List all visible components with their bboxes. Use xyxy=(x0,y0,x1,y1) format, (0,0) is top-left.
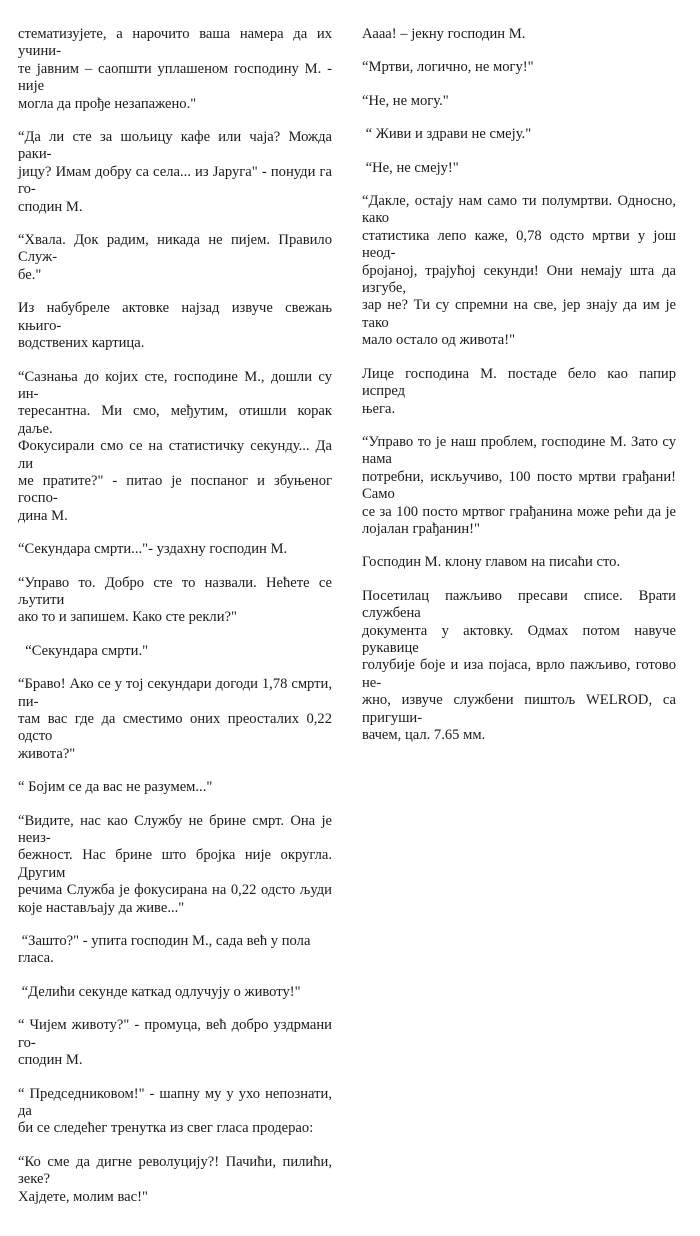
text-line: живота?" xyxy=(18,745,76,762)
text-line: могла да прође незапажено." xyxy=(18,95,197,112)
text-line: Лице господина М. постаде бело као папир испред xyxy=(362,365,676,400)
text-line: дина М. xyxy=(18,507,68,524)
paragraph xyxy=(18,1086,332,1138)
paragraph xyxy=(362,126,676,143)
text-line: “Секундара смрти..."- уздахну господин М. xyxy=(18,541,288,558)
text-line: “ Бојим се да вас не разумем..." xyxy=(18,779,213,796)
text-line: зар не? Ти су спремни на све, јер знају да им је тако xyxy=(362,297,676,331)
text-line: Посетилац пажљиво пресави списе. Врати службена xyxy=(362,587,676,622)
text-line: бројаној, трајућој секунди! Они немају шта да изгубе, xyxy=(362,262,676,297)
text-line: “Дакле, остају нам само ти полумртви. Односно, како xyxy=(362,193,676,227)
text-line: Аааа! – јекну господин М. xyxy=(362,26,526,42)
paragraph xyxy=(18,1154,332,1206)
paragraph xyxy=(18,232,332,284)
text-line: тересантна. Ми смо, међутим, отишли корак даље. xyxy=(18,403,332,437)
text-line: водствених картица. xyxy=(18,335,145,352)
paragraph xyxy=(362,26,676,43)
text-line: “ Чијем животу?" - промуца, већ добро уздрмани го- xyxy=(18,1017,332,1051)
paragraph xyxy=(362,554,676,571)
paragraph xyxy=(18,643,332,660)
text-line: бе." xyxy=(18,266,42,283)
text-line: потребни, искључиво, 100 посто мртви грађани! Само xyxy=(362,468,676,503)
paragraph xyxy=(18,676,332,763)
paragraph xyxy=(362,366,676,418)
text-line: “ Председниковом!" - шапну му у ухо непознати, да xyxy=(18,1085,332,1119)
paragraph xyxy=(18,1017,332,1069)
paragraph xyxy=(18,129,332,216)
paragraph xyxy=(18,541,332,558)
text-line: њега. xyxy=(362,400,396,417)
text-line: Из набубреле актовке најзад извуче свежањ књиго- xyxy=(18,300,332,334)
text-line: “ Живи и здрави не смеју." xyxy=(362,126,532,143)
paragraph xyxy=(362,588,676,745)
text-line: “Не, не смеју!" xyxy=(362,159,459,176)
paragraph xyxy=(18,300,332,352)
text-line: “Видите, нас као Службу не брине смрт. Она је неиз- xyxy=(18,812,332,847)
text-line: “Хвала. Док радим, никада не пијем. Правило Служ- xyxy=(18,232,332,266)
text-line: “Сазнања до којих сте, господине М., дошли су ин- xyxy=(18,368,332,402)
left-column xyxy=(18,26,332,1222)
text-line: јицу? Имам добру са села... из Јаруга" - понуди га го- xyxy=(18,163,332,198)
paragraph xyxy=(362,193,676,350)
paragraph xyxy=(18,984,332,1001)
text-line: вачем, цал. 7.65 мм. xyxy=(362,727,486,743)
text-line: стематизујете, а нарочито ваша намера да их учини- xyxy=(18,26,332,60)
text-line: сподин М. xyxy=(18,198,83,215)
text-line: “Управо то. Добро сте то назвали. Нећете се љутити xyxy=(18,574,332,608)
text-line: статистика лепо каже, 0,78 одсто мртви у још неод- xyxy=(362,227,676,262)
text-line: те јавним – саопшти уплашеном господину М. - није xyxy=(18,60,332,95)
text-line: лојалан грађанин!" xyxy=(362,520,480,537)
text-line: “Не, не могу." xyxy=(362,92,449,109)
text-line: жно, извуче службени пиштољ WELROD, са пригуши- xyxy=(362,692,676,726)
text-line: “Ко сме да дигне револуцију?! Пачићи, пилићи, зеке? xyxy=(18,1153,332,1188)
text-line: речима Служба је фокусирана на 0,22 одсто људи xyxy=(18,882,332,899)
text-line: мало остало од живота!" xyxy=(362,332,516,349)
text-line: Хајдете, молим вас!" xyxy=(18,1188,148,1205)
text-line: “Браво! Ако се у тој секундари догоди 1,78 смрти, пи- xyxy=(18,676,332,710)
text-line: “Делићи секунде каткад одлучују о животу!" xyxy=(18,983,301,1000)
paragraph xyxy=(18,26,332,113)
paragraph xyxy=(18,575,332,627)
text-line: “Управо то је наш проблем, господине М. Зато су нама xyxy=(362,433,676,468)
text-line: бежност. Нас брине што бројка није округла. Другим xyxy=(18,847,332,881)
paragraph xyxy=(18,933,332,968)
text-line: које настављају да живе..." xyxy=(18,899,185,916)
text-line: Господин М. клону главом на писаћи сто. xyxy=(362,554,621,571)
text-line: там вас где да сместимо оних преосталих 0,22 одсто xyxy=(18,711,332,745)
text-line: Фокусирали смо се на статистичку секунду... Да ли xyxy=(18,438,332,472)
right-column xyxy=(362,26,676,760)
paragraph xyxy=(362,160,676,177)
paragraph xyxy=(18,779,332,796)
text-line: документа у актовку. Одмах потом навуче рукавице xyxy=(362,622,676,656)
text-line: “Да ли сте за шољицу кафе или чаја? Можда раки- xyxy=(18,129,332,163)
text-line: ако то и запишем. Како сте рекли?" xyxy=(18,609,237,626)
paragraph xyxy=(362,93,676,110)
paragraph xyxy=(362,59,676,76)
paragraph xyxy=(362,434,676,538)
text-line: би се следећег тренутка из свег гласа продерао: xyxy=(18,1120,314,1137)
text-line: сподин М. xyxy=(18,1052,83,1069)
text-line: “Секундара смрти." xyxy=(18,642,149,659)
text-line: “Мртви, логично, не могу!" xyxy=(362,59,534,76)
text-line: се за 100 посто мртвог грађанина може рећи да је xyxy=(362,503,676,520)
text-line: голубије боје и иза појаса, врло пажљиво, готово не- xyxy=(362,657,676,691)
text-line: “Зашто?" - упита господин М., сада већ у пола гласа. xyxy=(18,933,315,967)
paragraph xyxy=(18,369,332,526)
text-line: ме пратите?" - питао је поспаног и збуњеног госпо- xyxy=(18,472,332,507)
paragraph xyxy=(18,813,332,917)
